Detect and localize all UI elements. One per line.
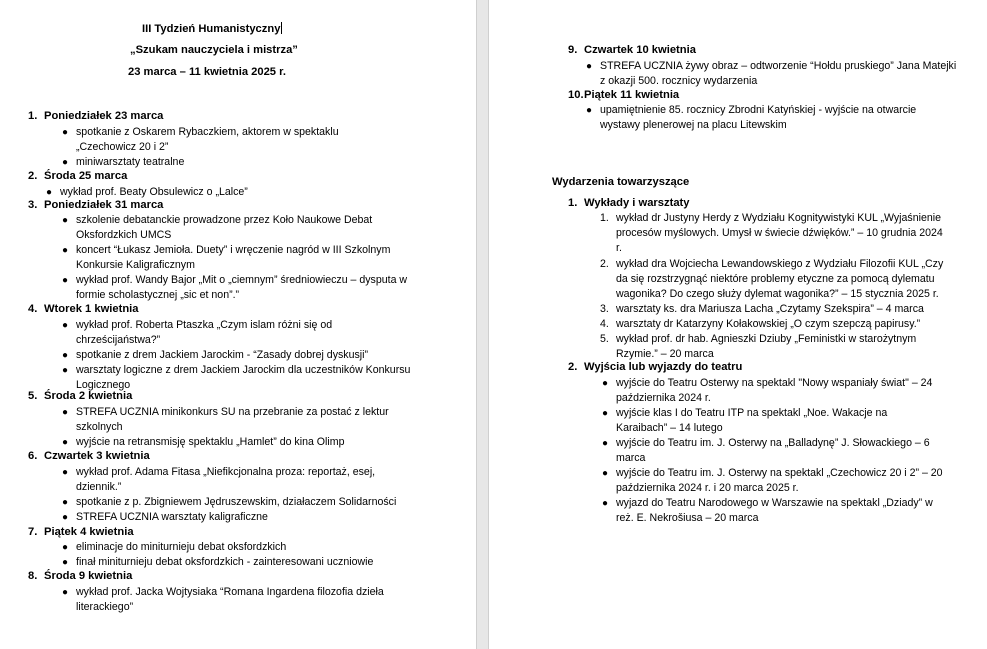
list-item: ● wykład prof. Wandy Bajor „Mit o „ciemnym” średniowieczu – dysputa w formie scholastycznej „sic et non”.”: [62, 274, 408, 301]
page-divider: [476, 0, 477, 649]
bullet-icon: ●: [602, 438, 609, 449]
doc-title-line2: „Szukam nauczyciela i mistrza”: [130, 44, 298, 56]
list-item: ● spotkanie z Oskarem Rybaczkiem, aktorem w spektaklu „Czechowicz 20 i 2”: [62, 126, 339, 153]
list-item: ● miniwarsztaty teatralne: [62, 156, 185, 168]
program-day-4: 4. Wtorek 1 kwietnia: [28, 303, 139, 315]
section-lectures: 1. Wykłady i warsztaty: [568, 197, 690, 209]
program-day-6: 6. Czwartek 3 kwietnia: [28, 450, 150, 462]
accompanying-heading: Wydarzenia towarzyszące: [552, 176, 690, 188]
bullet-icon: ●: [62, 350, 69, 361]
list-item: ● wyjście klas I do Teatru ITP na spektakl „Noe. Wakacje na Karaibach” – 14 lutego: [602, 407, 888, 434]
list-item: ● koncert “Łukasz Jemioła. Duety” i wręczenie nagród w III Szkolnym Konkursie Kaligraficznym: [62, 244, 391, 271]
text-cursor: [281, 22, 282, 34]
bullet-icon: ●: [62, 587, 69, 598]
list-item: ● wykład prof. Roberta Ptaszka „Czym islam różni się od chrześcijaństwa?”: [62, 319, 333, 346]
bullet-icon: ●: [62, 512, 69, 523]
program-day-9: 9. Czwartek 10 kwietnia: [568, 44, 696, 56]
program-day-2: 2. Środa 25 marca: [28, 170, 128, 182]
list-item: ● finał miniturnieju debat oksfordzkich - zainteresowani uczniowie: [62, 556, 374, 568]
list-item: ● wykład prof. Adama Fitasa „Niefikcjonalna proza: reportaż, esej, dziennik.”: [62, 466, 376, 493]
program-day-1: 1. Poniedziałek 23 marca: [28, 110, 164, 122]
list-item: ● wykład prof. Jacka Wojtysiaka “Romana Ingardena filozofia dzieła literackiego”: [62, 586, 384, 613]
program-day-3: 3. Poniedziałek 31 marca: [28, 199, 164, 211]
list-item: ● spotkanie z drem Jackiem Jarockim - “Zasady dobrej dyskusji”: [62, 349, 369, 361]
document-page-right[interactable]: [489, 0, 987, 649]
list-item: ● upamiętnienie 85. rocznicy Zbrodni Katyńskiej - wyjście na otwarcie wystawy plenerowej na placu Litewskim: [586, 104, 917, 131]
bullet-icon: ●: [62, 557, 69, 568]
list-item: ● wyjazd do Teatru Narodowego w Warszawie na spektakl „Dziady” w reż. E. Nekrošiusa – 20 marca: [602, 497, 933, 524]
bullet-icon: ●: [62, 365, 69, 376]
document-page-left[interactable]: [0, 0, 476, 649]
bullet-icon: ●: [586, 61, 593, 72]
program-day-8: 8. Środa 9 kwietnia: [28, 570, 133, 582]
bullet-icon: ●: [62, 497, 69, 508]
list-item: ● wyjście do Teatru Osterwy na spektakl "Nowy wspaniały świat" – 24 października 2024 r.: [602, 377, 933, 404]
bullet-icon: ●: [602, 498, 609, 509]
list-item: 1. wykład dr Justyny Herdy z Wydziału Kognitywistyki KUL „Wyjaśnienie procesów myślowych. Umysł w świecie dźwięków.” – 10 grudnia 2024 r.: [600, 212, 943, 254]
bullet-icon: ●: [46, 187, 53, 198]
bullet-icon: ●: [62, 467, 69, 478]
list-item: 3. warsztaty ks. dra Mariusza Lacha „Czytamy Szekspira” – 4 marca: [600, 303, 924, 315]
bullet-icon: ●: [602, 408, 609, 419]
list-item: ● wykład prof. Beaty Obsulewicz o „Lalce”: [46, 186, 248, 198]
doc-title-line1: III Tydzień Humanistyczny: [142, 23, 281, 35]
bullet-icon: ●: [62, 542, 69, 553]
bullet-icon: ●: [62, 275, 69, 286]
section-theatre: 2. Wyjścia lub wyjazdy do teatru: [568, 361, 743, 373]
list-item: ● STREFA UCZNIA żywy obraz – odtworzenie “Hołdu pruskiego” Jana Matejki z okazji 500. rocznicy wydarzenia: [586, 60, 957, 87]
bullet-icon: ●: [602, 378, 609, 389]
bullet-icon: ●: [62, 437, 69, 448]
list-item: ● warsztaty logiczne z drem Jackiem Jarockim dla uczestników Konkursu Logicznego: [62, 364, 411, 391]
bullet-icon: ●: [62, 245, 69, 256]
list-item: ● wyjście do Teatru im. J. Osterwy na spektakl „Czechowicz 20 i 2” – 20 października 2024 r. i 20 marca 2025 r.: [602, 467, 943, 494]
bullet-icon: ●: [586, 105, 593, 116]
list-item: ● wyjście na retransmisję spektaklu „Hamlet” do kina Olimp: [62, 436, 345, 448]
bullet-icon: ●: [62, 407, 69, 418]
doc-title-line3: 23 marca – 11 kwietnia 2025 r.: [128, 66, 286, 78]
list-item: ● eliminacje do miniturnieju debat oksfordzkich: [62, 541, 287, 553]
list-item: ● wyjście do Teatru im. J. Osterwy na „Balladynę” J. Słowackiego – 6 marca: [602, 437, 930, 464]
bullet-icon: ●: [62, 157, 69, 168]
list-item: ● STREFA UCZNIA minikonkurs SU na przebranie za postać z lektur szkolnych: [62, 406, 389, 433]
bullet-icon: ●: [602, 468, 609, 479]
bullet-icon: ●: [62, 127, 69, 138]
bullet-icon: ●: [62, 320, 69, 331]
list-item: ● spotkanie z p. Zbigniewem Jędruszewskim, działaczem Solidarności: [62, 496, 397, 508]
list-item: 5. wykład prof. dr hab. Agnieszki Dziuby „Feministki w starożytnym Rzymie.” – 20 marca: [600, 333, 917, 360]
bullet-icon: ●: [62, 215, 69, 226]
list-item: ● szkolenie debatanckie prowadzone przez Koło Naukowe Debat Oksfordzkich UMCS: [62, 214, 373, 241]
program-day-5: 5. Środa 2 kwietnia: [28, 390, 133, 402]
program-day-7: 7. Piątek 4 kwietnia: [28, 526, 134, 538]
list-item: ● STREFA UCZNIA warsztaty kaligraficzne: [62, 511, 268, 523]
list-item: 4. warsztaty dr Katarzyny Kołakowskiej „O czym szepczą papirusy.”: [600, 318, 921, 330]
list-item: 2. wykład dra Wojciecha Lewandowskiego z Wydziału Filozofii KUL „Czy da się rozstrzygnąć niektóre problemy etyczne za pomocą dylematu wagonika? Do czego służy dylemat wagonika?” – 15 stycznia 2025 r.: [600, 258, 944, 300]
program-day-10: 10.Piątek 11 kwietnia: [568, 89, 680, 101]
